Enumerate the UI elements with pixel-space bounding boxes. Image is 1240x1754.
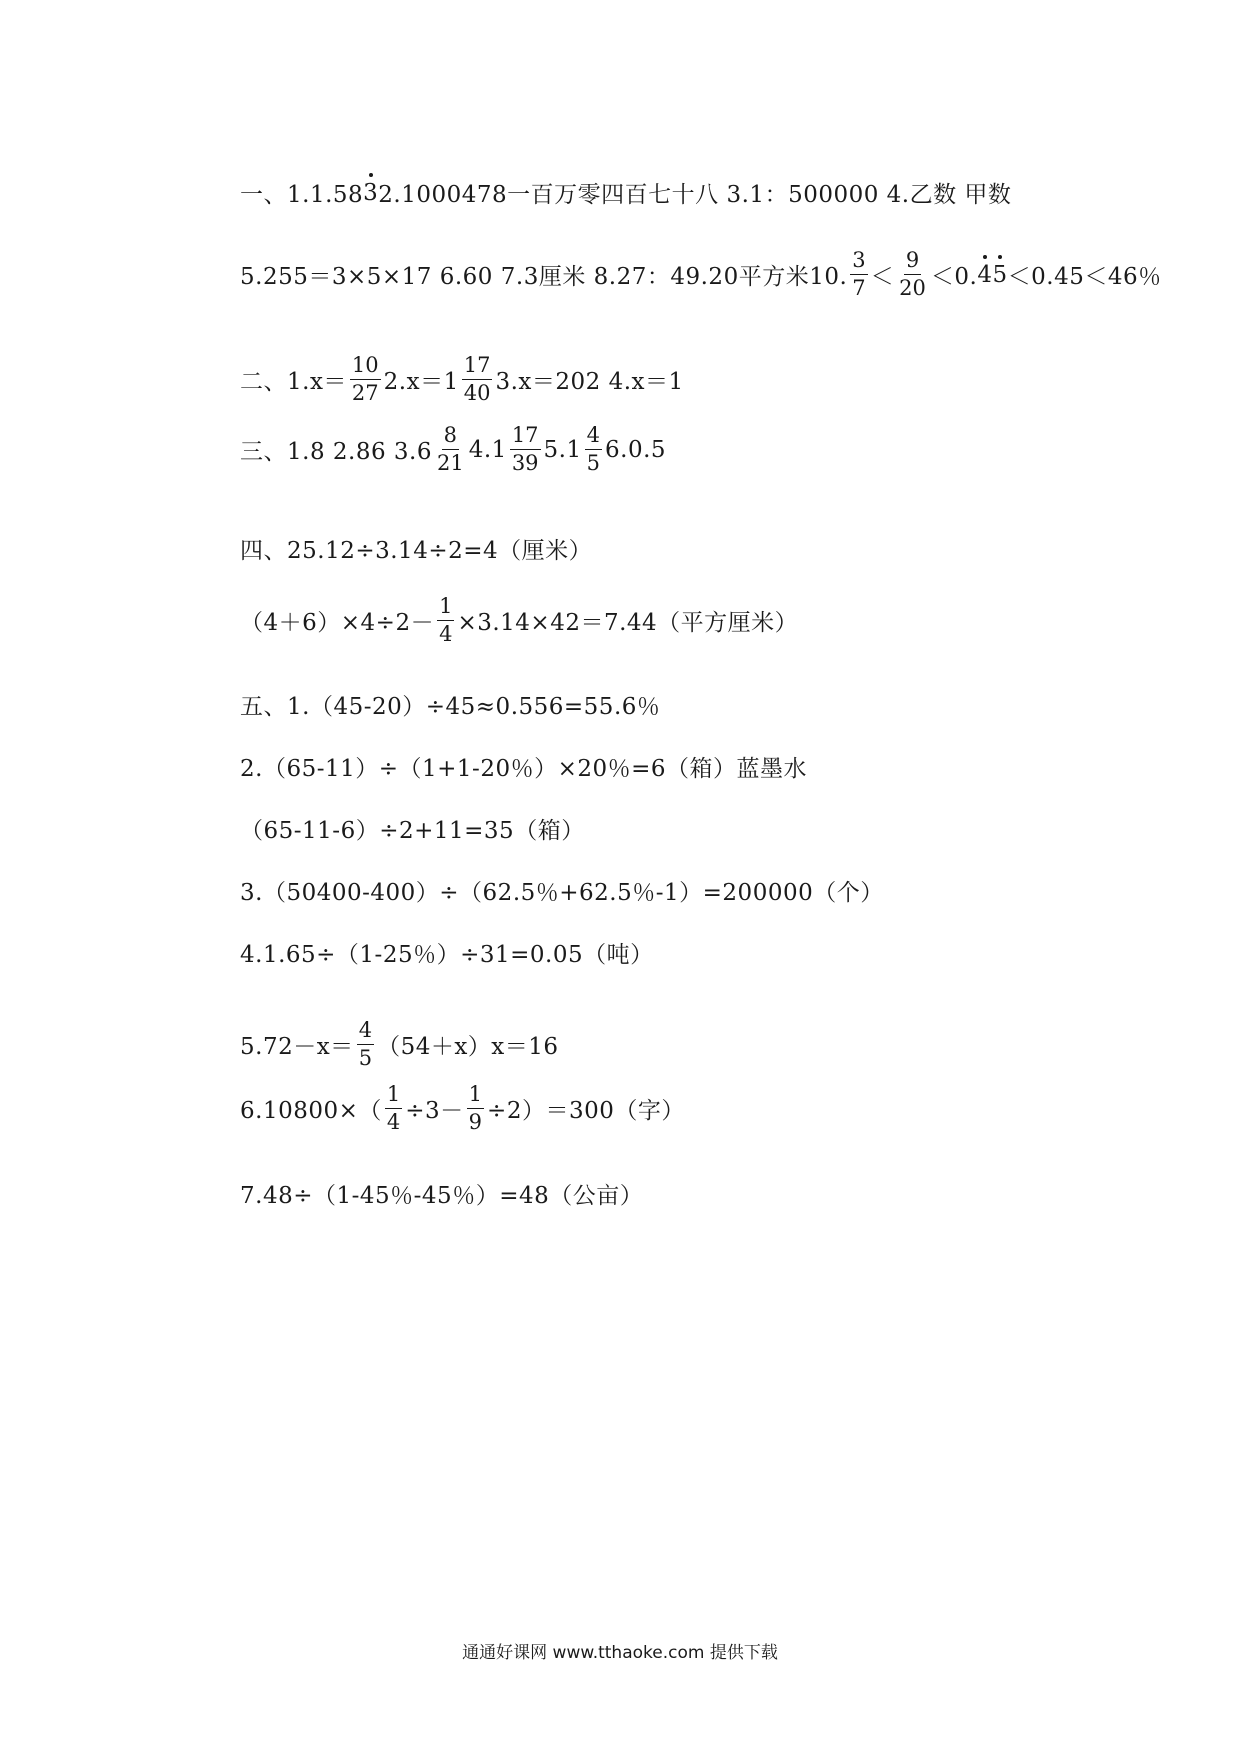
text: 五、1.（45-20）÷45≈0.556=55.6％ [240, 694, 661, 720]
denominator: 39 [511, 451, 539, 475]
answer-line-5-6 [240, 1020, 559, 1069]
text: 3.x＝202 4.x＝1 [495, 369, 684, 395]
denominator: 20 [899, 276, 926, 300]
fraction [385, 1084, 402, 1133]
answer-line-3 [240, 425, 666, 474]
repeating-digit: 3 [363, 179, 379, 206]
footer-credit: 通通好课网 www.tthaoke.com 提供下载 [462, 1643, 778, 1663]
text: 2.（65-11）÷（1+1-20％）×20％=6（箱）蓝墨水 [240, 756, 808, 782]
text: ×3.14×42＝7.44（平方厘米） [457, 610, 799, 636]
numerator: 4 [357, 1020, 374, 1045]
numerator: 1 [437, 596, 454, 621]
fraction [897, 250, 928, 299]
fraction [510, 425, 541, 474]
text: ＜ [870, 264, 895, 290]
answer-line-5-7 [240, 1084, 685, 1133]
numerator: 3 [850, 250, 867, 275]
numerator: 17 [462, 355, 493, 380]
denominator: 21 [437, 451, 464, 475]
answer-line-5-3 [240, 812, 585, 845]
denominator: 9 [468, 1110, 483, 1134]
text: 3.（50400-400）÷（62.5％+62.5％-1）=200000（个） [240, 880, 884, 906]
fraction [357, 1020, 374, 1069]
text: 7.48÷（1-45％-45％）=48（公亩） [240, 1183, 644, 1209]
denominator: 5 [586, 451, 600, 475]
answer-line-5-5 [240, 936, 654, 969]
text: 5.1 [543, 436, 582, 463]
denominator: 27 [351, 381, 379, 405]
fraction [462, 355, 493, 404]
denominator: 7 [852, 276, 866, 300]
text: （65-11-6）÷2+11=35（箱） [240, 818, 585, 844]
numerator: 8 [442, 425, 459, 450]
text: 6.10800×（ [240, 1098, 382, 1124]
fraction [467, 1084, 484, 1133]
fraction [350, 355, 381, 404]
answer-line-5-8 [240, 1177, 643, 1210]
answer-line-4-2 [240, 596, 798, 645]
text: 二、1.x＝ [240, 369, 347, 395]
text: （54＋x）x＝16 [377, 1034, 559, 1060]
numerator: 17 [510, 425, 541, 450]
fraction [435, 425, 466, 474]
text: 三、1.8 2.86 3.6 [240, 439, 432, 465]
denominator: 4 [386, 1110, 401, 1134]
text: ÷2）＝300（字） [487, 1098, 685, 1124]
text: 2.1000478一百万零四百七十八 3.1：500000 4.乙数 甲数 [378, 182, 1012, 208]
numerator: 10 [350, 355, 381, 380]
fraction [437, 596, 454, 645]
numerator: 1 [467, 1084, 484, 1109]
answer-line-5-1 [240, 688, 660, 721]
answer-line-2 [240, 355, 684, 404]
text: 2.x＝1 [383, 369, 459, 395]
text: 5.255＝3×5×17 6.60 7.3厘米 8.27：49.20平方米10. [240, 264, 848, 290]
text: ＜0. [930, 264, 978, 290]
answer-line-1-1 [240, 176, 1011, 209]
answer-line-4-1 [240, 532, 592, 565]
numerator: 1 [385, 1084, 402, 1109]
repeating-digit: 5 [992, 261, 1008, 288]
repeating-digit: 4 [977, 261, 993, 288]
answer-line-1-2 [240, 250, 1162, 299]
text: ＜0.45＜46％ [1007, 264, 1162, 290]
denominator: 5 [358, 1046, 373, 1070]
text: 四、25.12÷3.14÷2=4（厘米） [240, 538, 593, 564]
denominator: 4 [439, 622, 453, 646]
text: ÷3－ [405, 1098, 464, 1124]
text: 5.72－x＝ [240, 1034, 354, 1060]
answer-line-5-2 [240, 750, 807, 783]
text: 一、1.1.58 [240, 182, 364, 208]
text: 6.0.5 [605, 436, 667, 463]
text: 4.1 [468, 436, 507, 463]
numerator: 9 [904, 250, 921, 275]
text: 4.1.65÷（1-25％）÷31=0.05（吨） [240, 942, 654, 968]
answer-line-5-4 [240, 874, 884, 907]
fraction [850, 250, 867, 299]
text: （4＋6）×4÷2－ [240, 610, 435, 636]
numerator: 4 [585, 425, 602, 450]
fraction [585, 425, 602, 474]
denominator: 40 [463, 381, 491, 405]
